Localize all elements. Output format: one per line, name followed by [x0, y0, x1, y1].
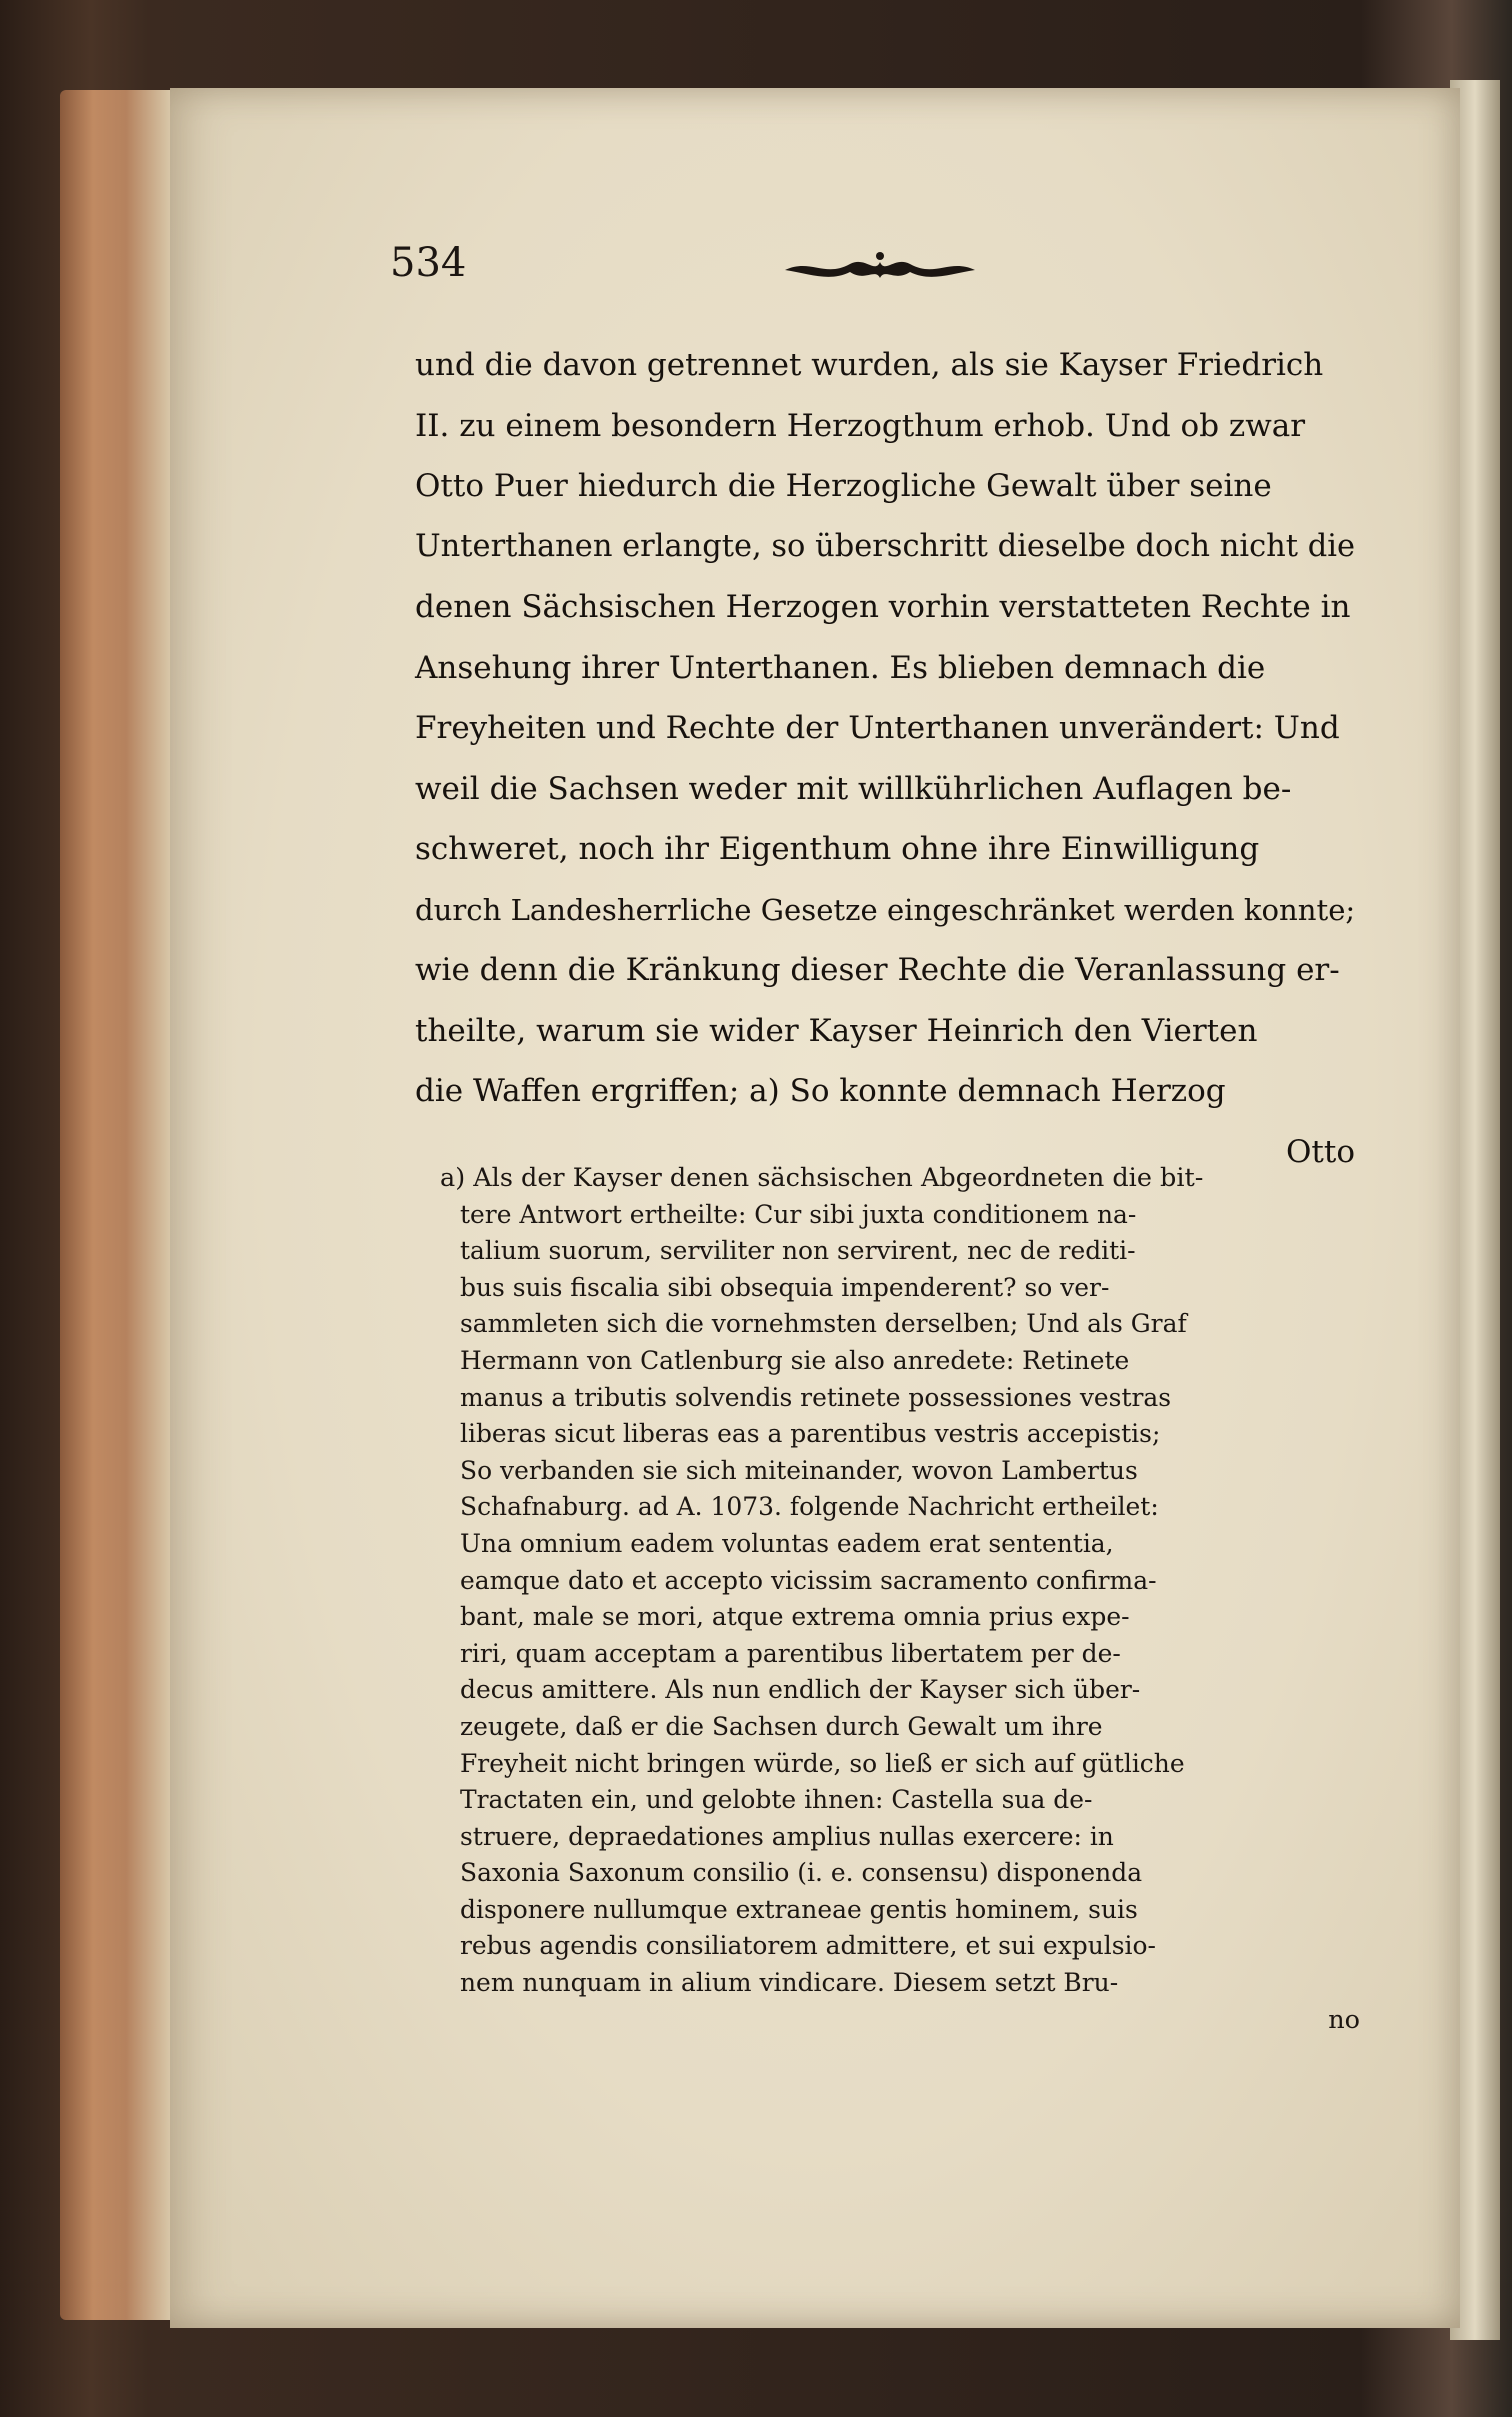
footnote-line: manus a tributis solvendis retinete possessiones vestras [460, 1382, 1172, 1412]
footnote-line: bus suis fiscalia sibi obsequia impenderent? so ver- [460, 1272, 1110, 1302]
main-text-line: Otto Puer hiedurch die Herzogliche Gewalt über seine [415, 468, 1272, 504]
page-stack-left [60, 90, 170, 2320]
footnote-line: talium suorum, serviliter non servirent, nec de rediti- [460, 1236, 1136, 1266]
main-text-line: weil die Sachsen weder mit willkührlichen Auflagen be- [415, 770, 1292, 807]
footnote-line: eamque dato et accepto vicissim sacramento confirma- [460, 1565, 1157, 1595]
main-text-line: schweret, noch ihr Eigenthum ohne ihre Einwilligung [415, 831, 1260, 867]
main-text-line: wie denn die Kränkung dieser Rechte die Veranlassung er- [415, 952, 1340, 988]
footnote-line: rebus agendis consiliatorem admittere, et sui expulsio- [460, 1931, 1156, 1961]
page-number: 534 [390, 240, 467, 286]
footnote-line: bant, male se mori, atque extrema omnia prius expe- [460, 1602, 1130, 1632]
main-text-line: und die davon getrennet wurden, als sie Kayser Friedrich [415, 347, 1324, 383]
footnote [440, 1160, 1360, 2038]
footnote-line: zeugete, daß er die Sachsen durch Gewalt um ihre [460, 1711, 1103, 1741]
catchword-footnote: no [1328, 2004, 1360, 2035]
footnote-line: disponere nullumque extraneae gentis hominem, suis [460, 1894, 1138, 1924]
printers-ornament-icon [780, 248, 980, 284]
footnote-line: a) Als der Kayser denen sächsischen Abgeordneten die bit- [440, 1163, 1204, 1193]
main-text-line: Unterthanen erlangte, so überschritt dieselbe doch nicht die [415, 528, 1356, 564]
footnote-line: sammleten sich die vornehmsten derselben; Und als Graf [460, 1309, 1187, 1339]
footnote-line: riri, quam acceptam a parentibus libertatem per de- [460, 1638, 1121, 1668]
main-text-line: die Waffen ergriffen; a) So konnte demnach Herzog [415, 1073, 1226, 1109]
footnote-line: nem nunquam in alium vindicare. Diesem setzt Bru- [460, 1968, 1119, 1998]
footnote-line: Schafnaburg. ad A. 1073. folgende Nachricht ertheilet: [460, 1492, 1159, 1522]
footnote-line: Saxonia Saxonum consilio (i. e. consensu) disponenda [460, 1858, 1143, 1888]
main-text-line: II. zu einem besondern Herzogthum erhob. Und ob zwar [415, 407, 1306, 444]
footnote-line: Tractaten ein, und gelobte ihnen: Castella sua de- [460, 1785, 1093, 1815]
footnote-line: struere, depraedationes amplius nullas exercere: in [460, 1821, 1114, 1851]
main-text [415, 335, 1355, 1182]
main-text-line: Ansehung ihrer Unterthanen. Es blieben demnach die [415, 649, 1266, 686]
footnote-line: Una omnium eadem voluntas eadem erat sententia, [460, 1528, 1114, 1558]
footnote-line: Hermann von Catlenburg sie also anredete: Retinete [460, 1345, 1130, 1375]
page-header [390, 240, 1350, 300]
footnote-line: liberas sicut liberas eas a parentibus vestris accepistis; [460, 1419, 1161, 1449]
catchword-main: Otto [1286, 1133, 1355, 1170]
footnote-line: Freyheit nicht bringen würde, so ließ er sich auf gütliche [460, 1748, 1185, 1778]
footnote-line: tere Antwort ertheilte: Cur sibi juxta conditionem na- [460, 1199, 1137, 1229]
footnote-line: decus amittere. Als nun endlich der Kayser sich über- [460, 1675, 1141, 1705]
main-text-line: theilte, warum sie wider Kayser Heinrich den Vierten [415, 1012, 1258, 1049]
main-text-line: durch Landesherrliche Gesetze eingeschränket werden konnte; [415, 892, 1356, 927]
main-text-line: Freyheiten und Rechte der Unterthanen unverändert: Und [415, 710, 1340, 746]
main-text-line: denen Sächsischen Herzogen vorhin verstatteten Rechte in [415, 589, 1351, 625]
footnote-line: So verbanden sie sich miteinander, wovon Lambertus [460, 1455, 1138, 1485]
